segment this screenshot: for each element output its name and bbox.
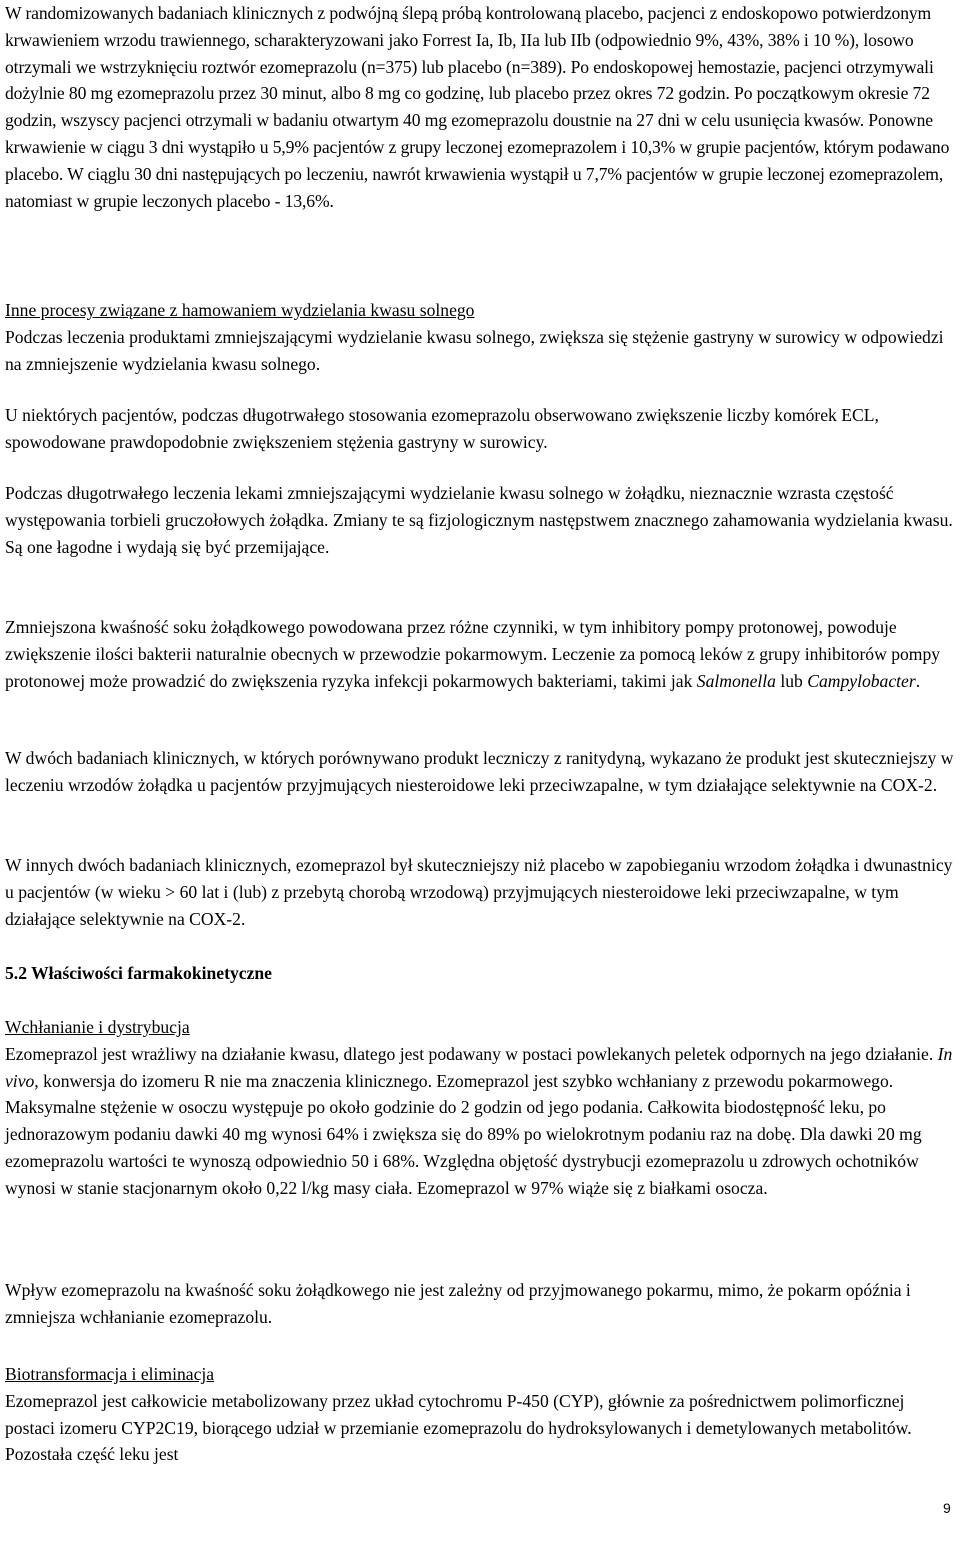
section-heading-pharmacokinetics: 5.2 Właściwości farmakokinetyczne [5, 963, 272, 983]
paragraph-text-part: konwersja do izomeru R nie ma znaczenia klinicznego. Ezomeprazol jest szybko wchłaniany z przewodu pokarmowego. Maksymalne stężenie w osoczu występuje po około godzinie do 2 godzin od jego podania. Całkowita biodostępność leku, po jednorazowym podaniu dawki 40 mg wynosi 64% i zwiększa się do 89% po wielokrotnym podaniu raz na dobę. Dla dawki 20 mg ezomeprazolu wartości te wynoszą odpowiednio 50 i 68%. Względna objętość dystrybucji ezomeprazolu u zdrowych ochotników wynosi w stanie stacjonarnym około 0,22 l/kg masy ciała. Ezomeprazol w 97% wiąże się z białkami osocza. [5, 1070, 922, 1198]
paragraph-text: W randomizowanych badaniach klinicznych z podwójną ślepą próbą kontrolowaną placebo, pacjenci z endoskopowo potwierdzonym krwawieniem wrzodu trawiennego, scharakteryzowani jako Forrest Ia, Ib, IIa lub IIb (odpowiednio 9%, 43%, 38% i 10 %), losowo otrzymali we wstrzyknięciu roztwór ezomeprazolu (n=375) lub placebo (n=389). Po endoskopowej hemostazie, pacjenci otrzymywali dożylnie 80 mg ezomeprazolu przez 30 minut, albo 8 mg co godzinę, lub placebo przez okres 72 godzin. Po początkowym okresie 72 godzin, wszyscy pacjenci otrzymali w badaniu otwartym 40 mg ezomeprazolu doustnie na 27 dni w celu usunięcia kwasów. Ponowne krwawienie w ciągu 3 dni wystąpiło u 5,9% pacjentów z grupy leczonej ezomeprazolem i 10,3% w grupie pacjentów, którym podawano placebo. W ciąglu 30 dni następujących po leczeniu, nawrót krwawienia wystąpił u 7,7% pacjentów w grupie leczonej ezomeprazolem, natomiast w grupie leczonych placebo - 13,6%. [5, 3, 950, 211]
italic-campylobacter: Campylobacter [807, 670, 916, 691]
paragraph-text: U niektórych pacjentów, podczas długotrwałego stosowania ezomeprazolu obserwowano zwiększenie liczby komórek ECL, spowodowane prawdopodobnie zwiększeniem stężenia gastryny w surowicy. [5, 405, 879, 452]
subsection-heading-biotransformation: Biotransformacja i eliminacja [5, 1364, 215, 1384]
section-pharmacokinetics [5, 960, 955, 987]
page-number: 9 [943, 1500, 951, 1516]
paragraph-text-part: Zmniejszona kwaśność soku żołądkowego powodowana przez różne czynniki, w tym inhibitory pompy protonowej, powoduje zwiększenie ilości bakterii naturalnie obecnych w przewodzie pokarmowym. Leczenie za pomocą leków z grupy inhibitorów pompy protonowej może prowadzić do zwiększenia ryzyka infekcji pokarmowych bakteriami, takimi jak [5, 617, 941, 691]
paragraph-gland-cysts [5, 480, 955, 560]
section-biotransformation [5, 1361, 955, 1468]
paragraph-text: Podczas leczenia produktami zmniejszającymi wydzielanie kwasu solnego, zwiększa się stężenie gastryny w surowicy w odpowiedzi na zmniejszenie wydzielania kwasu solnego. [5, 326, 944, 374]
paragraph-text: Wpływ ezomeprazolu na kwaśność soku żołądkowego nie jest zależny od przyjmowanego pokarmu, mimo, że pokarm opóźnia i zmniejsza wchłanianie ezomeprazolu. [5, 1280, 911, 1327]
paragraph-ranitidine-trials [5, 745, 955, 799]
italic-salmonella: Salmonella [696, 670, 776, 691]
paragraph-text: Podczas długotrwałego leczenia lekami zmniejszającymi wydzielanie kwasu solnego w żołądku, nieznacznie wzrasta częstość występowania torbieli gruczołowych żołądka. Zmiany te są fizjologicznym następstwem znacznego zahamowania wydzielania kwasu. Są one łagodne i wydają się być przemijające. [5, 483, 953, 557]
paragraph-ecl-cells [5, 402, 955, 456]
paragraph-text-part: Ezomeprazol jest wrażliwy na działanie kwasu, dlatego jest podawany w postaci powlekanych peletek odpornych na jego działanie. [5, 1043, 938, 1064]
paragraph-text-part: . [915, 670, 921, 691]
italic-in-vivo: In vivo, [5, 1043, 953, 1091]
section-other-acid-processes [5, 297, 955, 377]
subsection-heading-absorption: Wchłanianie i dystrybucja [5, 1017, 190, 1037]
paragraph-bacterial-infections [5, 614, 955, 694]
section-heading-other-processes: Inne procesy związane z hamowaniem wydzielania kwasu solnego [5, 300, 475, 320]
section-absorption-distribution [5, 1014, 955, 1202]
paragraph-text: W dwóch badaniach klinicznych, w których porównywano produkt leczniczy z ranitydyną, wykazano że produkt jest skuteczniejszy w leczeniu wrzodów żołądka u pacjentów przyjmujących niesteroidowe leki przeciwzapalne, w tym działające selektywnie na COX-2. [5, 748, 954, 795]
paragraph-text: W innych dwóch badaniach klinicznych, ezomeprazol był skuteczniejszy niż placebo w zapobieganiu wrzodom żołądka i dwunastnicy u pacjentów (w wieku > 60 lat i (lub) z przebytą chorobą wrzodową) przyjmujących niesteroidowe leki przeciwzapalne, w tym działające selektywnie na COX-2. [5, 855, 953, 929]
paragraph-prevention-trials [5, 852, 955, 932]
paragraph-text [5, 1041, 955, 1202]
paragraph-clinical-trial-bleeding [5, 0, 958, 214]
paragraph-text [5, 614, 955, 694]
paragraph-food-effect [5, 1277, 955, 1331]
paragraph-text-part: lub [775, 670, 808, 691]
paragraph-text: Ezomeprazol jest całkowicie metabolizowany przez układ cytochromu P-450 (CYP), głównie za pośrednictwem polimorficznej postaci izomeru CYP2C19, biorącego udział w przemianie ezomeprazolu do hydroksylowanych i demetylowanych metabolitów. Pozostała część leku jest [5, 1390, 912, 1465]
